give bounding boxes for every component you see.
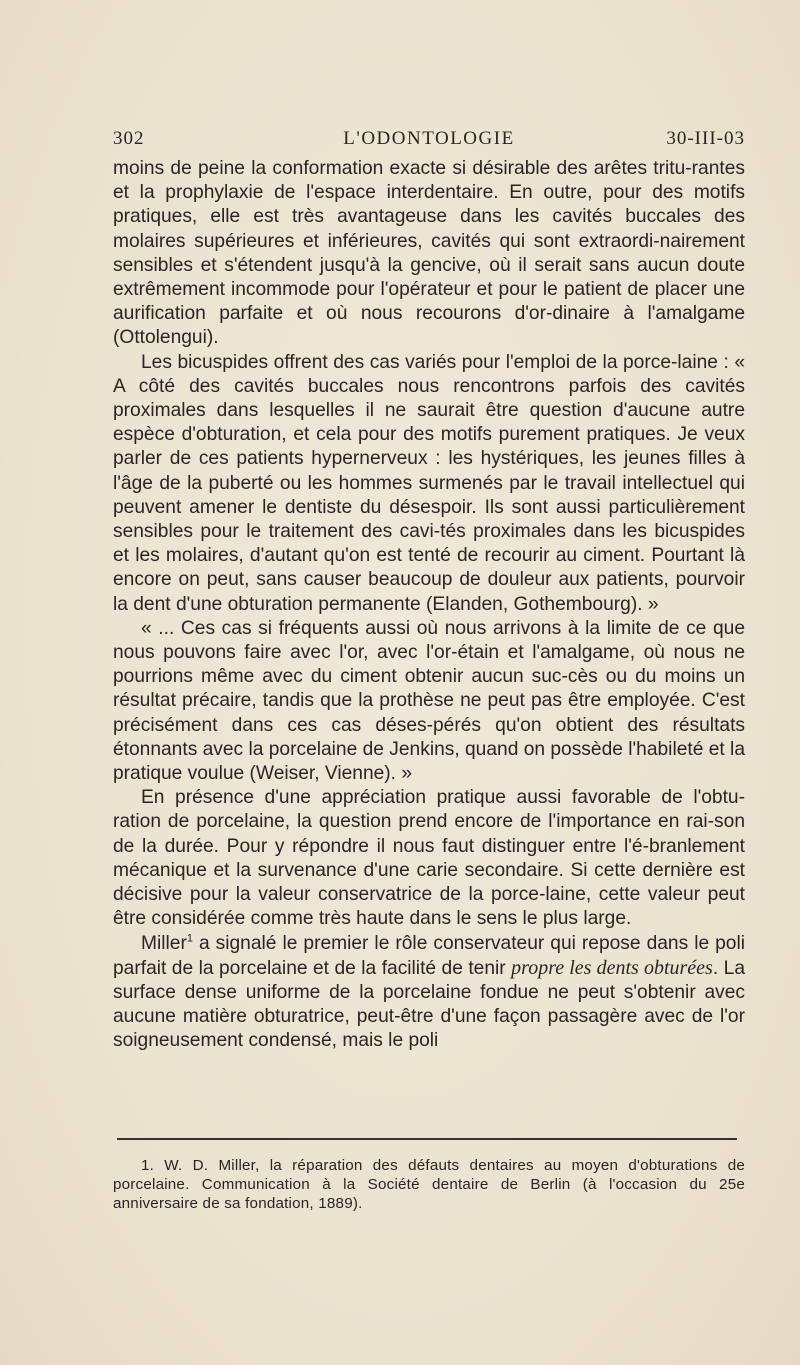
main-text: [113, 157, 745, 1054]
footnote: [113, 1156, 745, 1213]
paragraph-3: « ... Ces cas si fréquents aussi où nous arrivons à la limite de ce que nous pouvons faire avec l'or, avec l'or-étain et l'amalgame, où nous ne pourrions même avec du ciment obtenir aucun suc-cès ou du moins un résultat précaire, tandis que la prothèse ne peut pas être employée. C'est précisément dans ces cas déses-pérés qu'on obtient des résultats étonnants avec la porcelaine de Jenkins, quand on possède l'habileté et la pratique voulue (Weiser, Vienne). »: [113, 617, 745, 785]
paragraph-1: moins de peine la conformation exacte si désirable des arêtes tritu-rantes et la prophylaxie de l'espace interdentaire. En outre, pour des motifs pratiques, elle est très avantageuse dans les cavités buccales des molaires supérieures et inférieures, cavités qui sont extraordi-nairement sensibles et s'étendent jusqu'à la gencive, où il serait sans aucun doute extrêmement incommode pour l'opérateur et pour le patient de placer une aurification parfaite et où nous recourons d'or-dinaire à l'amalgame (Ottolengui).: [113, 158, 745, 349]
paragraph-2: Les bicuspides offrent des cas variés pour l'emploi de la porce-laine : « A côté des cavités buccales nous rencontrons parfois des cavités proximales dans lesquelles il ne saurait être question d'aucune autre espèce d'obturation, et cela pour des motifs purement pratiques. Je veux parler de ces patients hypernerveux : les hystériques, les jeunes filles à l'âge de la puberté ou les hommes surmenés par le travail intellectuel qui peuvent amener le dentiste du désespoir. Ils sont aussi particulièrement sensibles pour le traitement des cavi-tés proximales dans les bicuspides et les molaires, d'autant qu'on est tenté de recourir au ciment. Pourtant là encore on peut, sans causer beaucoup de douleur aux patients, pourvoir la dent d'une obturation permanente (Elanden, Gothembourg). »: [113, 351, 745, 615]
footnote-text: 1. W. D. Miller, la réparation des défauts dentaires au moyen d'obturations de porcelaine. Communication à la Société dentaire de Berlin (à l'occasion du 25e anniversaire de sa fondation, 1889).: [113, 1157, 745, 1212]
paragraph-5-end: . La surface dense uniforme de la porcelaine fondue ne peut s'obtenir avec aucune matière obturatrice, peut-être d'une façon passagère avec de l'or soigneusement condensé, mais le poli: [113, 957, 745, 1052]
running-header: [113, 128, 745, 152]
journal-title: L'ODONTOLOGIE: [343, 128, 515, 149]
footnote-reference[interactable]: 1: [186, 932, 193, 945]
paragraph-4: En présence d'une appréciation pratique aussi favorable de l'obtu-ration de porcelaine, la question prend encore de l'importance en rai-son de la durée. Pour y répondre il nous faut distinguer entre l'é-branlement mécanique et la survenance d'une carie secondaire. Si cette dernière est décisive pour la valeur conservatrice de la porce-laine, cette valeur peut être considérée comme très haute dans le sens le plus large.: [113, 787, 745, 930]
paragraph-5-middle: a signalé le premier le rôle conservateur qui repose dans le poli parfait de la porcelaine et de la facilité de tenir: [113, 932, 745, 979]
paragraph-5-italic: propre les dents obturées: [511, 956, 713, 979]
paragraph-5-start: Miller: [141, 932, 187, 954]
footnote-divider: [117, 1138, 737, 1140]
page-number: 302: [113, 128, 145, 149]
issue-date: 30-III-03: [666, 128, 745, 149]
paragraph-5: [113, 932, 745, 1054]
